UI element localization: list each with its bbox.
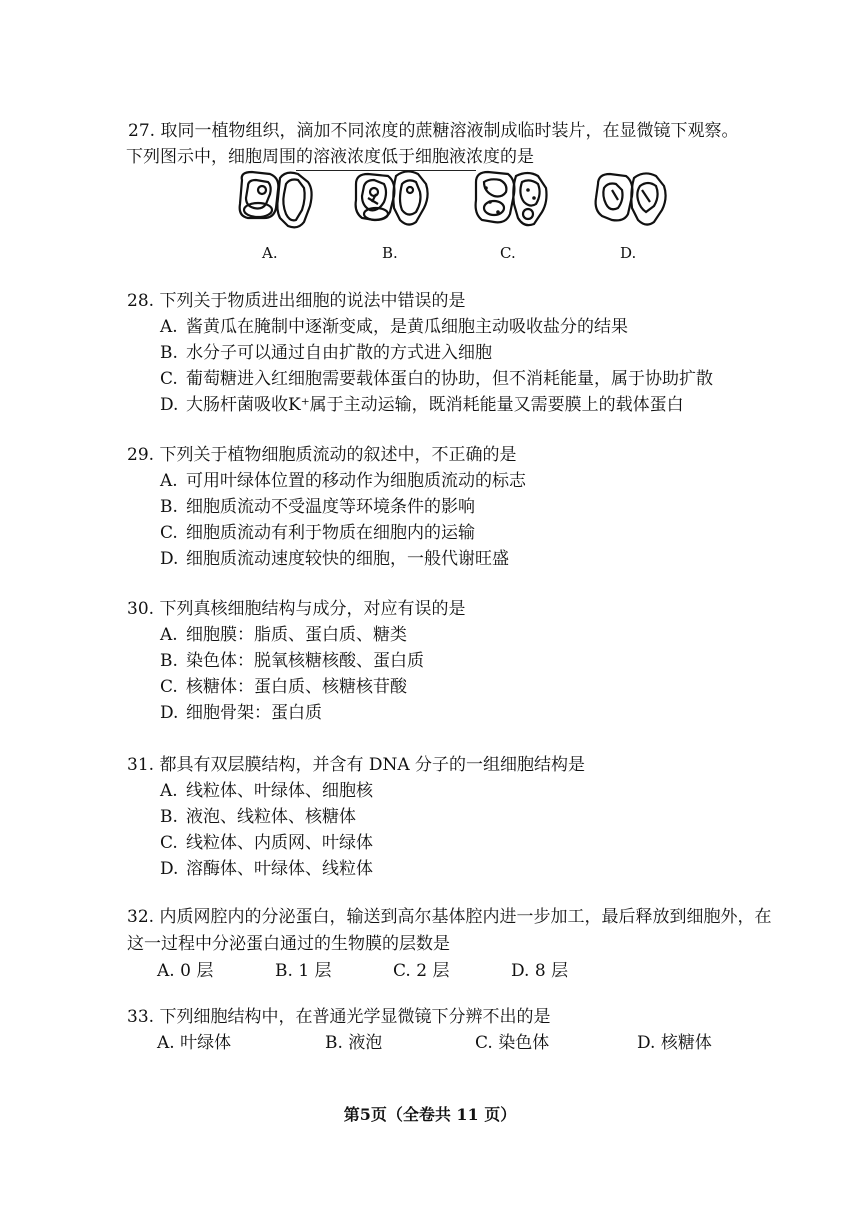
question-29-option-d	[160, 546, 827, 572]
cell-diagram-a	[236, 168, 316, 238]
option-key: A.	[157, 961, 175, 981]
question-33-options	[157, 1030, 827, 1056]
option-text: 细胞骨架：蛋白质	[186, 703, 322, 723]
question-28	[127, 288, 827, 418]
option-text: 8 层	[534, 961, 569, 981]
option-text: 核糖体	[660, 1033, 712, 1053]
question-32-stem: 32. 内质网腔内的分泌蛋白，输送到高尔基体腔内进一步加工，最后释放到细胞外，在这一过程中分泌蛋白通过的生物膜的层数是	[127, 907, 772, 954]
option-key: C.	[160, 369, 178, 389]
option-key: D.	[160, 859, 179, 879]
option-text: 0 层	[180, 961, 214, 981]
option-text: 葡萄糖进入红细胞需要载体蛋白的协助，但不消耗能量，属于协助扩散	[186, 369, 713, 389]
option-key: D.	[160, 549, 179, 569]
option-key: A.	[160, 317, 178, 337]
cell-diagram-d	[592, 168, 672, 238]
option-key: C.	[160, 833, 178, 853]
question-31-stem: 31. 都具有双层膜结构，并含有 DNA 分子的一组细胞结构是	[127, 755, 586, 775]
option-key: A.	[160, 625, 178, 645]
question-27	[128, 118, 848, 170]
option-text: 染色体：脱氧核糖核酸、蛋白质	[186, 651, 424, 671]
option-text: 液泡、线粒体、核糖体	[186, 807, 356, 827]
option-key: A.	[160, 471, 178, 491]
option-text: 细胞质流动速度较快的细胞，一般代谢旺盛	[186, 549, 509, 569]
question-31-option-a	[160, 778, 827, 804]
option-text: 大肠杆菌吸收K⁺属于主动运输，既消耗能量又需要膜上的载体蛋白	[186, 395, 684, 415]
question-28-option-a	[160, 314, 827, 340]
question-29-option-a	[160, 468, 827, 494]
question-30-option-a	[160, 622, 827, 648]
question-30-option-b	[160, 648, 827, 674]
figure-label-c: C.	[500, 244, 516, 262]
option-text: 酱黄瓜在腌制中逐渐变咸，是黄瓜细胞主动吸收盐分的结果	[186, 317, 628, 337]
question-30-option-c	[160, 674, 827, 700]
option-key: C.	[475, 1033, 493, 1053]
question-27-figures	[236, 168, 696, 268]
option-key: C.	[160, 523, 178, 543]
option-key: D.	[160, 395, 179, 415]
option-key: A.	[157, 1033, 175, 1053]
option-key: B.	[160, 497, 178, 517]
figure-label-a: A.	[262, 244, 278, 262]
cell-diagram-b	[352, 168, 432, 238]
question-31-option-b	[160, 804, 827, 830]
question-30-option-d	[160, 700, 827, 726]
option-text: 2 层	[416, 961, 450, 981]
option-text: 叶绿体	[180, 1033, 232, 1053]
question-27-stem-line1: 27. 取同一植物组织，滴加不同浓度的蔗糖溶液制成临时装片，在显微镜下观察。	[128, 121, 739, 141]
cell-diagram-c	[472, 168, 552, 238]
question-31-option-d	[160, 856, 827, 882]
question-33	[127, 1004, 827, 1056]
figure-label-b: B.	[382, 244, 398, 262]
option-key: D.	[160, 703, 179, 723]
question-32-option-d	[511, 958, 629, 984]
option-key: D.	[511, 961, 530, 981]
question-33-option-b	[325, 1030, 475, 1056]
option-key: B.	[325, 1033, 343, 1053]
question-32-option-c	[393, 958, 511, 984]
question-28-option-b	[160, 340, 827, 366]
question-28-stem: 28. 下列关于物质进出细胞的说法中错误的是	[127, 291, 466, 311]
question-33-option-c	[475, 1030, 637, 1056]
question-27-stem-line2: 下列图示中，细胞周围的溶液浓度低于细胞液浓度的是	[126, 147, 534, 167]
option-key: C.	[160, 677, 178, 697]
option-text: 水分子可以通过自由扩散的方式进入细胞	[186, 343, 492, 363]
question-31	[127, 752, 827, 882]
question-29	[127, 442, 827, 572]
question-28-option-d	[160, 392, 827, 418]
option-text: 1 层	[298, 961, 332, 981]
question-29-stem: 29. 下列关于植物细胞质流动的叙述中，不正确的是	[127, 445, 517, 465]
option-key: B.	[275, 961, 293, 981]
page-footer: 第5页（全卷共 11 页）	[343, 1105, 517, 1124]
question-33-stem: 33. 下列细胞结构中，在普通光学显微镜下分辨不出的是	[127, 1007, 551, 1027]
option-text: 溶酶体、叶绿体、线粒体	[186, 859, 373, 879]
option-key: D.	[637, 1033, 656, 1053]
question-33-option-a	[157, 1030, 325, 1056]
question-32-options	[157, 958, 787, 984]
option-text: 液泡	[348, 1033, 383, 1053]
option-text: 线粒体、内质网、叶绿体	[186, 833, 373, 853]
question-28-option-c	[160, 366, 827, 392]
option-key: B.	[160, 807, 178, 827]
option-text: 细胞质流动有利于物质在细胞内的运输	[186, 523, 475, 543]
question-29-option-c	[160, 520, 827, 546]
option-key: C.	[393, 961, 411, 981]
question-30-stem: 30. 下列真核细胞结构与成分，对应有误的是	[127, 599, 466, 619]
question-29-option-b	[160, 494, 827, 520]
question-32	[127, 904, 787, 984]
option-key: B.	[160, 343, 178, 363]
option-key: A.	[160, 781, 178, 801]
option-text: 细胞膜：脂质、蛋白质、糖类	[186, 625, 407, 645]
option-text: 核糖体：蛋白质、核糖核苷酸	[186, 677, 407, 697]
option-text: 细胞质流动不受温度等环境条件的影响	[186, 497, 475, 517]
question-31-option-c	[160, 830, 827, 856]
figure-label-d: D.	[620, 244, 637, 262]
question-32-option-a	[157, 958, 275, 984]
question-32-option-b	[275, 958, 393, 984]
question-30	[127, 596, 827, 726]
option-text: 可用叶绿体位置的移动作为细胞质流动的标志	[186, 471, 526, 491]
option-text: 染色体	[498, 1033, 550, 1053]
option-text: 线粒体、叶绿体、细胞核	[186, 781, 373, 801]
question-33-option-d	[637, 1030, 757, 1056]
option-key: B.	[160, 651, 178, 671]
